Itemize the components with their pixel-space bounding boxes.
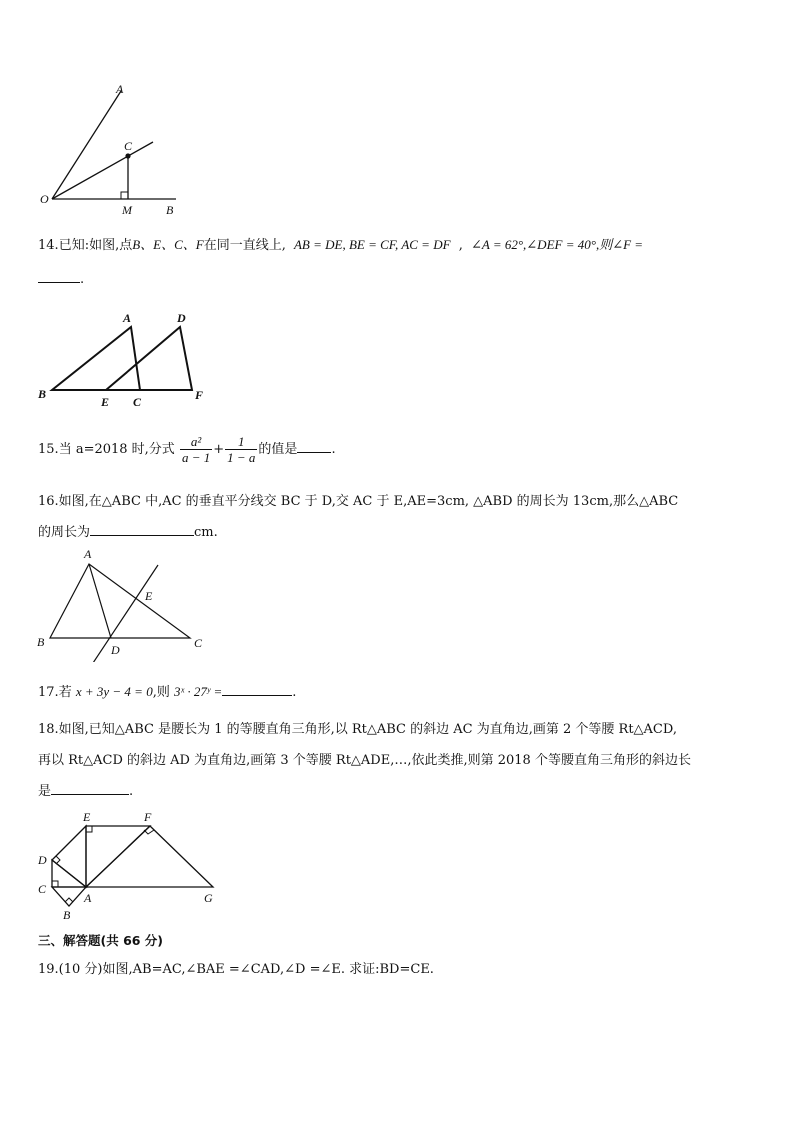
label-m: M [122,203,132,217]
triangle-abc [52,327,140,390]
label-f: F [144,810,152,824]
right-angle-mark-c [52,881,58,887]
label-o: O [40,192,49,206]
figure-16 [34,544,214,662]
section-title: 三、解答题(共 66 分) [38,933,164,948]
question-18-line-3 [38,780,133,799]
q18-blank [51,782,129,795]
right-angle-mark-d [56,856,60,864]
q14-text-a: 已知:如图,点 [58,238,133,253]
q15-plus: + [213,442,225,457]
right-angle-mark-b [65,898,73,902]
q15-fraction-1 [180,434,212,465]
label-b: B [37,635,45,649]
question-15 [38,428,336,472]
angle-figure [38,78,198,218]
q15-frac2-numerator: 1 [225,434,257,450]
point-c [125,153,130,158]
q17-number: 17. [38,685,59,700]
right-angle-mark-e [86,826,92,832]
q14-angles: ∠A = 62°,∠DEF = 40° [470,237,596,252]
label-a: A [84,891,92,905]
question-18-line-1: 18.如图,已知△ABC 是腰长为 1 的等腰直角三角形,以 Rt△ABC 的斜边 AC 为直角边,画第 2 个等腰 Rt△ACD, [38,722,677,737]
label-d: D [177,311,186,325]
q15-number: 15. [38,442,59,457]
question-14 [38,234,643,253]
q17-expression: 3ˣ · 27ʸ = [173,684,223,699]
q18-text-b: . [129,784,134,799]
q15-fraction-2 [225,434,257,465]
question-16-line-1: 16.如图,在△ABC 中,AC 的垂直平分线交 BC 于 D,交 AC 于 E,AE=3cm, △ABD 的周长为 13cm,那么△ABC [38,494,679,509]
right-angle-mark [121,192,128,199]
label-g: G [204,891,213,905]
label-e: E [83,810,91,824]
q17-text: 若 [58,685,72,700]
label-c: C [194,636,203,650]
label-b: B [166,203,174,217]
q14-conditions: AB = DE, BE = CF, AC = DF [293,237,451,252]
label-a: A [84,547,92,561]
label-a: A [123,311,132,325]
ray-oc [52,142,153,199]
q15-text: 当 a=2018 时,分式 [58,442,175,457]
question-16-line-2 [38,521,218,540]
label-c: C [38,882,47,896]
label-d: D [38,853,47,867]
label-b: B [38,387,47,401]
q16-text-b: cm. [194,525,218,540]
triangle-abc [50,564,190,638]
label-d: D [111,643,120,657]
q17-equation: x + 3y − 4 = 0 [75,684,153,699]
q14-ask: ,则∠F = [595,237,644,252]
triangle-abc [52,887,86,906]
q14-number: 14. [38,238,59,253]
q14-points: B、E、C、F [132,237,204,252]
segment-ad [89,564,111,638]
label-a: A [116,82,124,96]
q16-text-a: 的周长为 [38,525,91,540]
q18-text-a: 是 [38,784,52,799]
q15-blank [297,440,331,453]
q15-end: . [331,442,336,457]
figure-14 [34,308,224,413]
q14-text-b: 在同一直线上, [203,238,286,253]
q17-blank [222,683,292,696]
label-e: E [101,395,110,409]
figure-18 [34,808,224,924]
label-e: E [145,589,153,603]
triangle-afg [86,826,213,887]
q16-blank [90,523,194,536]
q14-blank [38,270,80,283]
q17-end: . [292,685,297,700]
q14-sep: , [458,238,463,253]
label-f: F [195,388,204,402]
q14-end: . [80,272,85,287]
label-c: C [124,139,133,153]
label-b: B [63,908,71,922]
q15-frac1-numerator: a² [180,434,212,450]
q15-ask: 的值是 [258,442,298,457]
q15-frac1-denominator: a − 1 [181,450,211,465]
perpendicular-bisector [93,565,158,662]
q15-frac2-denominator: 1 − a [227,450,256,465]
question-17 [38,681,296,700]
label-c: C [133,395,142,409]
question-18-line-2: 再以 Rt△ACD 的斜边 AD 为直角边,画第 3 个等腰 Rt△ADE,…,依此类推,则第 2018 个等腰直角三角形的斜边长 [38,753,691,768]
q17-then: ,则 [152,685,170,700]
q14-answer-line [38,270,84,287]
ray-oa [52,91,121,199]
question-19: 19.(10 分)如图,AB=AC,∠BAE =∠CAD,∠D =∠E. 求证:BD=CE. [38,962,434,977]
